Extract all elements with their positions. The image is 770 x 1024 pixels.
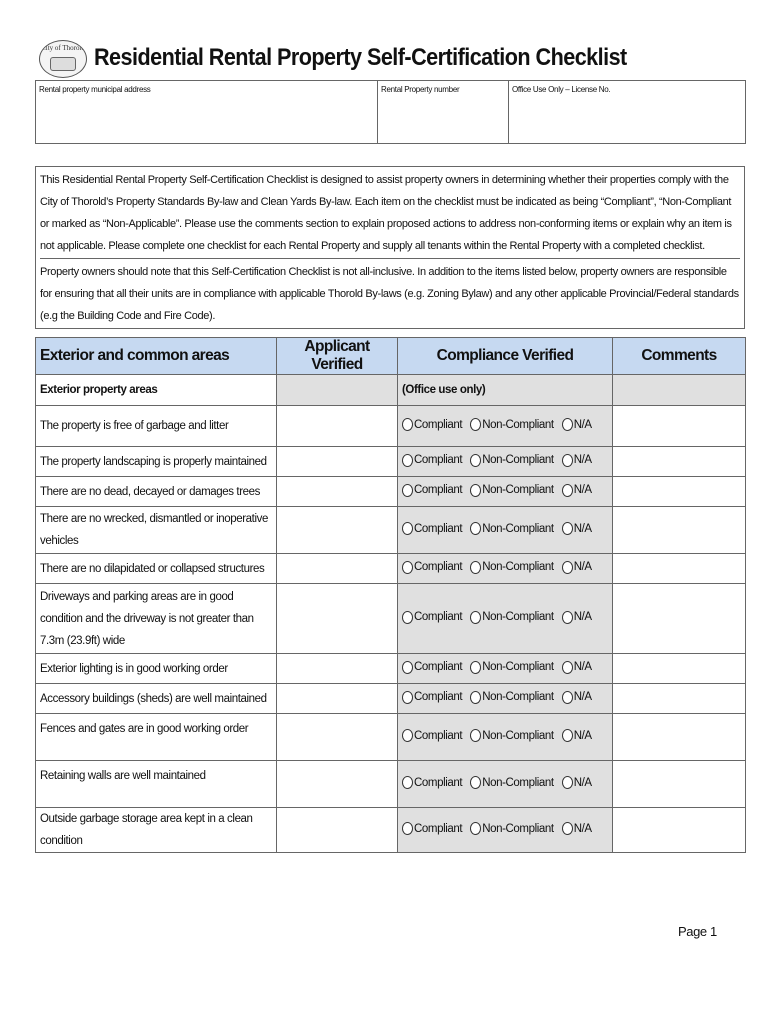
comments-cell[interactable] — [613, 714, 746, 761]
table-row — [36, 477, 746, 507]
compliant-radio[interactable] — [402, 822, 462, 835]
non-compliant-radio[interactable] — [470, 484, 554, 497]
compliance-options — [398, 761, 613, 808]
non-compliant-radio[interactable] — [470, 522, 554, 535]
radio-circle-icon — [470, 822, 481, 835]
radio-circle-icon — [402, 776, 413, 789]
radio-circle-icon — [562, 776, 573, 789]
applicant-verified-cell[interactable] — [277, 654, 398, 684]
page-title: Residential Rental Property Self-Certification Checklist — [94, 44, 627, 71]
table-row — [36, 554, 746, 584]
compliant-radio[interactable] — [402, 418, 462, 431]
applicant-verified-cell[interactable] — [277, 554, 398, 584]
intro-paragraph-1: This Residential Rental Property Self-Certification Checklist is designed to assist property owners in determining whether their properties comply with the City of Thorold’s Property Standards By-law and Clean Yards By-law. Each item on the checklist must be indicated as being “Compliant”, “Non-Compliant or marked as “Non-Applicable”. Please use the comments section to explain proposed actions to address non-conforming items or explain why an item is not applicable. Please complete one checklist for each Rental Property and supply all tenants within the Rental Property with a completed checklist. — [40, 174, 732, 252]
radio-circle-icon — [402, 454, 413, 467]
compliance-options — [398, 406, 613, 447]
subheader-applicant-cell — [277, 375, 398, 406]
non-compliant-label: Non-Compliant — [482, 729, 554, 742]
radio-circle-icon — [562, 729, 573, 742]
radio-circle-icon — [562, 611, 573, 624]
table-row — [36, 761, 746, 808]
non-compliant-radio[interactable] — [470, 776, 554, 789]
applicant-verified-cell[interactable] — [277, 584, 398, 654]
radio-circle-icon — [562, 661, 573, 674]
intro-paragraph-2: Property owners should note that this Self-Certification Checklist is not all-inclusive. In addition to the items listed below, property owners are responsible for ensuring that all their units are in compliance with applicable Thorold By-laws (e.g. Zoning Bylaw) and any other applicable Provincial/Federal standards (e.g the Building Code and Fire Code). — [40, 258, 740, 328]
na-label: N/A — [573, 691, 592, 703]
subheader-row — [36, 375, 746, 406]
applicant-verified-cell[interactable] — [277, 447, 398, 477]
radio-circle-icon — [562, 454, 573, 467]
na-label: N/A — [573, 661, 592, 673]
intro-box — [35, 166, 745, 329]
compliant-radio[interactable] — [402, 776, 462, 789]
na-label: N/A — [573, 484, 592, 496]
applicant-verified-cell[interactable] — [277, 714, 398, 761]
radio-circle-icon — [402, 729, 413, 742]
na-radio[interactable] — [562, 522, 592, 535]
compliance-options — [398, 584, 613, 654]
section-title: Exterior property areas — [36, 375, 277, 406]
radio-circle-icon — [402, 661, 413, 674]
applicant-verified-cell[interactable] — [277, 808, 398, 853]
radio-circle-icon — [470, 454, 481, 467]
checklist-item-text: There are no dilapidated or collapsed structures — [36, 554, 277, 584]
radio-circle-icon — [562, 484, 573, 497]
compliant-label: Compliant — [414, 691, 463, 703]
compliance-options — [398, 447, 613, 477]
na-radio[interactable] — [562, 691, 592, 704]
radio-circle-icon — [470, 418, 481, 431]
compliant-label: Compliant — [414, 484, 463, 496]
compliance-options — [398, 684, 613, 714]
checklist-table — [35, 337, 746, 853]
table-row — [36, 714, 746, 761]
na-radio[interactable] — [562, 822, 592, 835]
non-compliant-label: Non-Compliant — [482, 522, 554, 535]
compliant-radio[interactable] — [402, 522, 462, 535]
comments-cell[interactable] — [613, 406, 746, 447]
radio-circle-icon — [402, 822, 413, 835]
radio-circle-icon — [402, 522, 413, 535]
radio-circle-icon — [470, 691, 481, 704]
na-label: N/A — [573, 522, 592, 535]
radio-circle-icon — [402, 611, 413, 624]
compliance-options — [398, 554, 613, 584]
compliant-label: Compliant — [414, 561, 463, 573]
compliance-options — [398, 654, 613, 684]
compliant-label: Compliant — [414, 729, 463, 742]
table-row — [36, 507, 746, 554]
applicant-verified-cell[interactable] — [277, 477, 398, 507]
header-item: Exterior and common areas — [36, 338, 277, 375]
na-label: N/A — [573, 561, 592, 573]
compliant-radio[interactable] — [402, 729, 462, 742]
checklist-item-text: Outside garbage storage area kept in a clean condition — [36, 808, 277, 853]
na-label: N/A — [573, 822, 592, 835]
compliant-radio[interactable] — [402, 611, 462, 624]
non-compliant-radio[interactable] — [470, 561, 554, 574]
comments-cell[interactable] — [613, 684, 746, 714]
compliance-options — [398, 714, 613, 761]
non-compliant-radio[interactable] — [470, 661, 554, 674]
compliant-radio[interactable] — [402, 691, 462, 704]
na-radio[interactable] — [562, 561, 592, 574]
na-label: N/A — [573, 776, 592, 789]
compliant-radio[interactable] — [402, 561, 462, 574]
table-header-row — [36, 338, 746, 375]
table-row — [36, 654, 746, 684]
non-compliant-radio[interactable] — [470, 822, 554, 835]
radio-circle-icon — [470, 729, 481, 742]
radio-circle-icon — [402, 691, 413, 704]
compliant-radio[interactable] — [402, 661, 462, 674]
comments-cell[interactable] — [613, 447, 746, 477]
comments-cell[interactable] — [613, 554, 746, 584]
non-compliant-radio[interactable] — [470, 611, 554, 624]
compliant-label: Compliant — [414, 776, 463, 789]
checklist-item-text: The property is free of garbage and litter — [36, 406, 277, 447]
header-applicant: Applicant Verified — [277, 338, 398, 375]
radio-circle-icon — [470, 561, 481, 574]
rental-number-label: Rental Property number — [381, 85, 460, 94]
compliant-radio[interactable] — [402, 484, 462, 497]
na-radio[interactable] — [562, 776, 592, 789]
city-logo — [39, 40, 87, 78]
radio-circle-icon — [562, 522, 573, 535]
address-field[interactable] — [36, 81, 378, 144]
na-radio[interactable] — [562, 418, 592, 431]
radio-circle-icon — [470, 484, 481, 497]
checklist-item-text: Retaining walls are well maintained — [36, 761, 277, 808]
page-number: Page 1 — [678, 924, 717, 939]
license-number-label: Office Use Only – License No. — [512, 85, 611, 94]
comments-cell[interactable] — [613, 584, 746, 654]
na-label: N/A — [573, 729, 592, 742]
compliant-label: Compliant — [414, 418, 463, 431]
comments-cell[interactable] — [613, 808, 746, 853]
checklist-item-text: Accessory buildings (sheds) are well maintained — [36, 684, 277, 714]
comments-cell[interactable] — [613, 507, 746, 554]
table-row — [36, 406, 746, 447]
non-compliant-label: Non-Compliant — [482, 691, 554, 703]
checklist-item-text: There are no dead, decayed or damages trees — [36, 477, 277, 507]
compliance-options — [398, 507, 613, 554]
license-number-field[interactable] — [509, 81, 746, 144]
na-radio[interactable] — [562, 454, 592, 467]
non-compliant-label: Non-Compliant — [482, 454, 554, 466]
logo-emblem — [50, 57, 76, 71]
comments-cell[interactable] — [613, 477, 746, 507]
na-radio[interactable] — [562, 661, 592, 674]
radio-circle-icon — [402, 484, 413, 497]
radio-circle-icon — [402, 561, 413, 574]
compliance-options — [398, 808, 613, 853]
radio-circle-icon — [562, 561, 573, 574]
subheader-comments-cell — [613, 375, 746, 406]
non-compliant-radio[interactable] — [470, 418, 554, 431]
applicant-verified-cell[interactable] — [277, 761, 398, 808]
checklist-item-text: The property landscaping is properly maintained — [36, 447, 277, 477]
applicant-verified-cell[interactable] — [277, 406, 398, 447]
comments-cell[interactable] — [613, 761, 746, 808]
checklist-item-text: There are no wrecked, dismantled or inoperative vehicles — [36, 507, 277, 554]
na-radio[interactable] — [562, 729, 592, 742]
header-fields-table — [35, 80, 746, 144]
non-compliant-label: Non-Compliant — [482, 611, 554, 623]
checklist-item-text: Driveways and parking areas are in good condition and the driveway is not greater than 7.3m (23.9ft) wide — [36, 584, 277, 654]
radio-circle-icon — [470, 776, 481, 789]
table-row — [36, 584, 746, 654]
non-compliant-label: Non-Compliant — [482, 822, 554, 835]
compliant-radio[interactable] — [402, 454, 462, 467]
radio-circle-icon — [470, 522, 481, 535]
table-row — [36, 684, 746, 714]
applicant-verified-cell[interactable] — [277, 507, 398, 554]
non-compliant-radio[interactable] — [470, 729, 554, 742]
non-compliant-label: Non-Compliant — [482, 661, 554, 673]
comments-cell[interactable] — [613, 654, 746, 684]
non-compliant-label: Non-Compliant — [482, 561, 554, 573]
radio-circle-icon — [470, 661, 481, 674]
radio-circle-icon — [402, 418, 413, 431]
radio-circle-icon — [562, 418, 573, 431]
non-compliant-label: Non-Compliant — [482, 776, 554, 789]
non-compliant-label: Non-Compliant — [482, 484, 554, 496]
non-compliant-radio[interactable] — [470, 454, 554, 467]
compliant-label: Compliant — [414, 822, 463, 835]
checklist-item-text: Fences and gates are in good working order — [36, 714, 277, 761]
na-label: N/A — [573, 454, 592, 466]
checklist-item-text: Exterior lighting is in good working order — [36, 654, 277, 684]
radio-circle-icon — [562, 691, 573, 704]
applicant-verified-cell[interactable] — [277, 684, 398, 714]
compliant-label: Compliant — [414, 454, 463, 466]
compliance-options — [398, 477, 613, 507]
radio-circle-icon — [562, 822, 573, 835]
rental-number-field[interactable] — [378, 81, 509, 144]
radio-circle-icon — [470, 611, 481, 624]
na-radio[interactable] — [562, 484, 592, 497]
address-label: Rental property municipal address — [39, 85, 151, 94]
na-label: N/A — [573, 611, 592, 623]
non-compliant-label: Non-Compliant — [482, 418, 554, 431]
na-label: N/A — [573, 418, 592, 431]
header-comments: Comments — [613, 338, 746, 375]
table-row — [36, 447, 746, 477]
compliant-label: Compliant — [414, 661, 463, 673]
logo-text: City of Thorold — [41, 44, 85, 52]
na-radio[interactable] — [562, 611, 592, 624]
compliant-label: Compliant — [414, 611, 463, 623]
table-row — [36, 808, 746, 853]
office-use-label: (Office use only) — [398, 375, 613, 406]
compliant-label: Compliant — [414, 522, 463, 535]
non-compliant-radio[interactable] — [470, 691, 554, 704]
header-compliance: Compliance Verified — [398, 338, 613, 375]
